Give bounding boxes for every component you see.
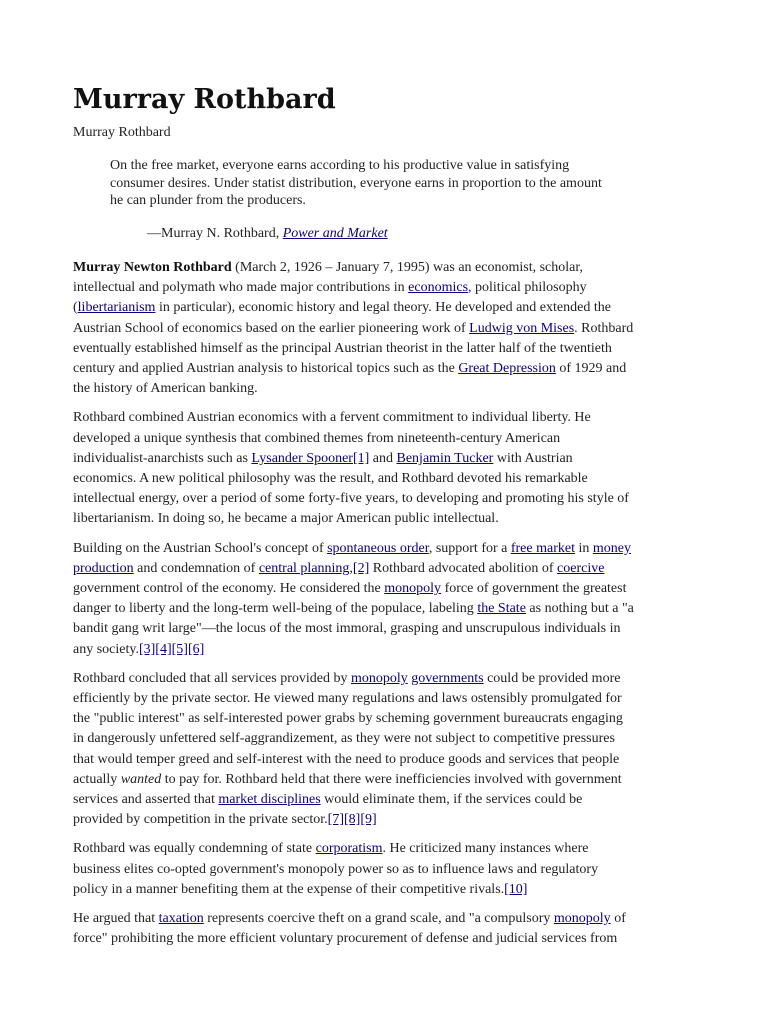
text-run: policy in a manner benefiting them at the expense of their competitive rivals. <box>73 881 505 897</box>
text-run: with Austrian <box>493 450 573 466</box>
free-market-link[interactable]: free market <box>510 540 575 556</box>
central-planning-link[interactable]: central planning <box>258 560 350 576</box>
text-run: in particular), economic history and legal theory. He developed and extended the <box>155 300 611 316</box>
subject-name: Murray Newton Rothbard <box>73 260 232 275</box>
text-run: provided by competition in the private sector. <box>73 812 328 828</box>
paragraph-synthesis <box>73 408 698 529</box>
text-run: economics. A new political philosophy was the result, and Rothbard devoted his remarkable <box>73 471 588 487</box>
text-run: Austrian School of economics based on the earlier pioneering work of <box>73 320 470 336</box>
text-run: danger to liberty and the long-term well-being of the populace, labeling <box>73 601 478 617</box>
libertarianism-link[interactable]: libertarianism <box>77 300 156 316</box>
power-and-market-link[interactable]: Power and Market <box>282 226 388 241</box>
money-production-link[interactable]: money <box>592 540 631 556</box>
text-run: Rothbard advocated abolition of <box>369 560 558 576</box>
corporatism-link[interactable]: corporatism <box>315 841 383 857</box>
text-run: could be provided more <box>483 670 621 686</box>
text-run: the history of American banking. <box>73 381 258 397</box>
great-depression-link[interactable]: Great Depression <box>458 361 556 377</box>
text-run: . He criticized many instances where <box>382 841 589 857</box>
text-run: and condemnation of <box>133 560 259 576</box>
page-subtitle: Murray Rothbard <box>73 125 171 140</box>
text-run: Rothbard concluded that all services provided by <box>73 670 351 686</box>
monopoly-link[interactable]: monopoly <box>350 670 408 686</box>
citation-link[interactable]: [3][4][5][6] <box>138 641 205 657</box>
paragraph-austrian-school <box>73 539 698 660</box>
text-run: (March 2, 1926 – January 7, 1995) was an economist, scholar, <box>231 260 583 275</box>
text-run: ( <box>73 300 78 316</box>
text-run: represents coercive theft on a grand scale, and "a compulsory <box>203 911 554 927</box>
text-run: , <box>349 560 353 576</box>
text-run: individualist-anarchists such as <box>73 450 252 466</box>
citation-link[interactable]: [2] <box>352 560 370 576</box>
text-run: in dangerously unfettered self-aggrandizement, as they were not subject to competitive pressures <box>73 731 615 747</box>
text-run: developed a unique synthesis that combined themes from nineteenth-century American <box>73 430 561 446</box>
quote-line: On the free market, everyone earns according to his productive value in satisfying <box>110 158 570 173</box>
text-run: actually <box>73 771 121 787</box>
text-run: of <box>610 911 626 927</box>
coercive-link[interactable]: coercive <box>557 560 605 576</box>
text-run: Building on the Austrian School's concept of <box>73 540 328 556</box>
text-run: of 1929 and <box>555 361 627 377</box>
money-production-link[interactable]: production <box>73 560 134 576</box>
paragraph-corporatism <box>73 839 698 900</box>
citation-link[interactable]: [10] <box>504 881 528 897</box>
quote-line: he can plunder from the producers. <box>110 193 306 208</box>
text-run: intellectual energy, over a period of some forty-five years, to developing and promoting his style of <box>73 491 629 507</box>
text-run: bandit gang writ large"—the locus of the most immoral, grasping and unscrupulous individuals in <box>73 621 621 637</box>
text-run: eventually established himself as the principal Austrian theorist in the latter half of the twentieth <box>73 340 612 356</box>
text-run: intellectual and polymath who made major contributions in <box>73 280 409 296</box>
text-run: government control of the economy. He considered the <box>73 581 385 597</box>
text-run: century and applied Austrian analysis to historical topics such as the <box>73 361 459 377</box>
text-run: , political philosophy <box>468 280 587 296</box>
text-run: business elites co-opted government's monopoly power so as to influence laws and regulatory <box>73 861 599 877</box>
text-run: in <box>574 540 593 556</box>
taxation-link[interactable]: taxation <box>158 911 204 927</box>
text-run: libertarianism. In doing so, he became a major American public intellectual. <box>73 511 499 527</box>
attribution-text: —Murray N. Rothbard, <box>147 226 283 241</box>
monopoly-link[interactable]: monopoly <box>384 581 442 597</box>
text-run: and <box>369 450 397 466</box>
benjamin-tucker-link[interactable]: Benjamin Tucker <box>396 450 494 466</box>
citation-link[interactable]: [1] <box>352 450 370 466</box>
text-run: force of government the greatest <box>441 581 627 597</box>
paragraph-private-sector <box>73 669 698 831</box>
emphasis-text: wanted <box>120 771 162 787</box>
text-run: that would temper greed and self-interest with the need to produce goods and services that people <box>73 751 620 767</box>
text-run: Rothbard was equally condemning of state <box>73 841 316 857</box>
text-run: any society. <box>73 641 139 657</box>
the-state-link[interactable]: the State <box>477 601 526 617</box>
text-run: , support for a <box>428 540 511 556</box>
text-run: force" prohibiting the more efficient voluntary procurement of defense and judicial services from <box>73 931 618 947</box>
text-run: the "public interest" as self-interested power grabs by scheming government bureaucrats engaging <box>73 711 623 727</box>
ludwig-von-mises-link[interactable]: Ludwig von Mises <box>469 320 575 336</box>
spontaneous-order-link[interactable]: spontaneous order <box>327 540 429 556</box>
text-run: Rothbard combined Austrian economics with a fervent commitment to individual liberty. He <box>73 410 591 426</box>
economics-link[interactable]: economics <box>408 280 469 296</box>
paragraph-taxation <box>73 909 698 949</box>
text-run: He argued that <box>73 911 159 927</box>
market-disciplines-link[interactable]: market disciplines <box>218 792 321 808</box>
page-title: Murray Rothbard <box>73 84 336 115</box>
governments-link[interactable]: governments <box>411 670 484 686</box>
text-run: to pay for. Rothbard held that there were inefficiencies involved with government <box>161 771 622 787</box>
text-run: . Rothbard <box>574 320 634 336</box>
text-run: as nothing but a "a <box>525 601 634 617</box>
text-run: services and asserted that <box>73 792 219 808</box>
paragraph-intro <box>73 258 698 399</box>
text-run: efficiently by the private sector. He viewed many regulations and laws ostensibly promulgated for <box>73 691 622 707</box>
quote-line: consumer desires. Under statist distribution, everyone earns in proportion to the amount <box>110 175 602 191</box>
monopoly-link[interactable]: monopoly <box>553 911 611 927</box>
quote-attribution <box>147 225 388 243</box>
citation-link[interactable]: [7][8][9] <box>327 812 377 828</box>
epigraph-quote <box>110 157 670 210</box>
article-body <box>73 258 698 959</box>
lysander-spooner-link[interactable]: Lysander Spooner <box>251 450 353 466</box>
text-run: would eliminate them, if the services could be <box>320 792 583 808</box>
